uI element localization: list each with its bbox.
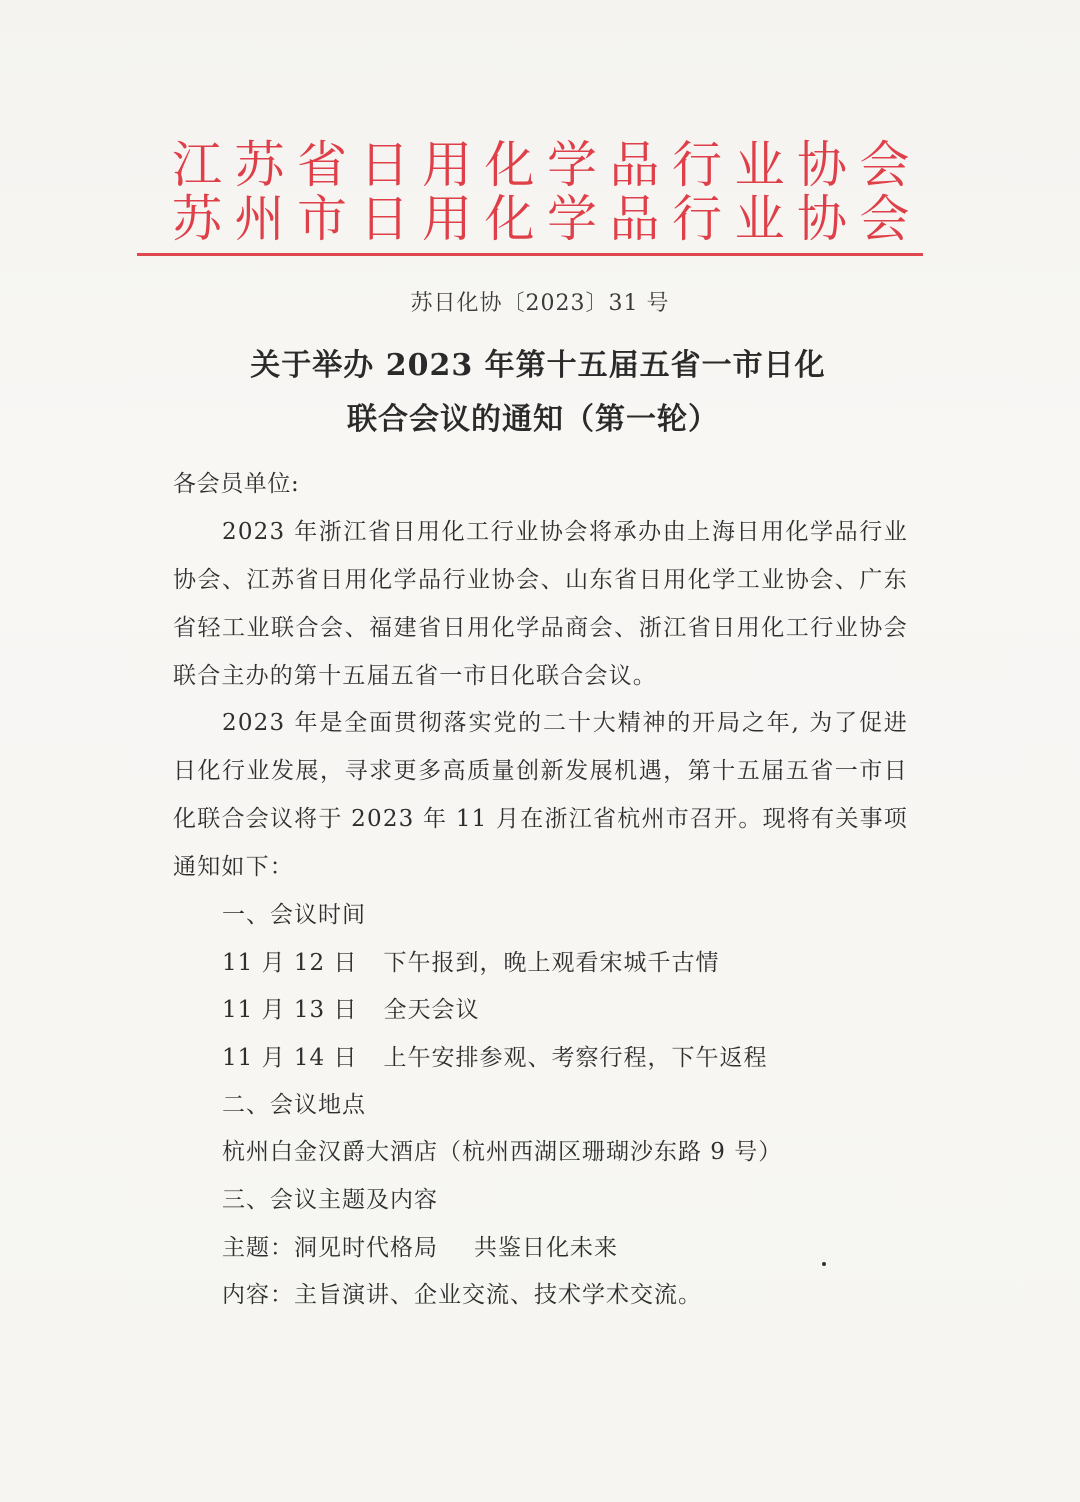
schedule-activity: 全天会议 xyxy=(383,997,480,1023)
schedule-date: 11 月 12 日 xyxy=(222,950,358,976)
schedule-row xyxy=(222,986,479,1034)
letterhead-org-1: 江苏省日用化学品行业协会 xyxy=(172,136,922,194)
schedule-activity: 上午安排参观、考察行程，下午返程 xyxy=(383,1045,768,1071)
schedule-row xyxy=(222,1034,767,1082)
schedule-activity: 下午报到，晚上观看宋城千古情 xyxy=(383,950,720,976)
section-heading-theme: 三、会议主题及内容 xyxy=(222,1187,438,1213)
scan-speck xyxy=(822,1262,826,1266)
paragraph-1: 2023 年浙江省日用化工行业协会将承办由上海日用化学品行业协会、江苏省日用化学品行业协会、山东省日用化学工业协会、广东省轻工业联合会、福建省日用化学品商会、浙江省日用化工行业协会联合主办的第十五届五省一市日化联合会议。 xyxy=(173,519,908,689)
theme-line xyxy=(222,1224,618,1272)
document-title-line-2: 联合会议的通知（第一轮） xyxy=(347,402,719,437)
document-number: 苏日化协〔2023〕31 号 xyxy=(410,291,670,316)
venue-text: 杭州白金汉爵大酒店（杭州西湖区珊瑚沙东路 9 号） xyxy=(222,1139,783,1165)
schedule-date: 11 月 13 日 xyxy=(222,997,358,1023)
content-line: 内容：主旨演讲、企业交流、技术学术交流。 xyxy=(222,1282,702,1308)
paragraph-2: 2023 年是全面贯彻落实党的二十大精神的开局之年, 为了促进日化行业发展，寻求更多高质量创新发展机遇，第十五届五省一市日化联合会议将于 2023 年 11 月在浙江省杭州市召开。现将有关事项通知如下： xyxy=(173,710,908,880)
letterhead-org-2: 苏州市日用化学品行业协会 xyxy=(172,190,922,248)
document-title-line-1: 关于举办 2023 年第十五届五省一市日化 xyxy=(250,348,826,383)
theme-part-2: 共鉴日化未来 xyxy=(474,1235,618,1261)
schedule-row xyxy=(222,939,719,987)
section-heading-venue: 二、会议地点 xyxy=(222,1092,366,1118)
theme-part-1: 洞见时代格局 xyxy=(294,1235,438,1261)
salutation: 各会员单位: xyxy=(173,471,300,497)
schedule-date: 11 月 14 日 xyxy=(222,1045,358,1071)
theme-label: 主题： xyxy=(222,1235,294,1261)
section-heading-time: 一、会议时间 xyxy=(222,902,366,928)
letterhead xyxy=(172,136,922,248)
letterhead-divider xyxy=(137,253,923,256)
